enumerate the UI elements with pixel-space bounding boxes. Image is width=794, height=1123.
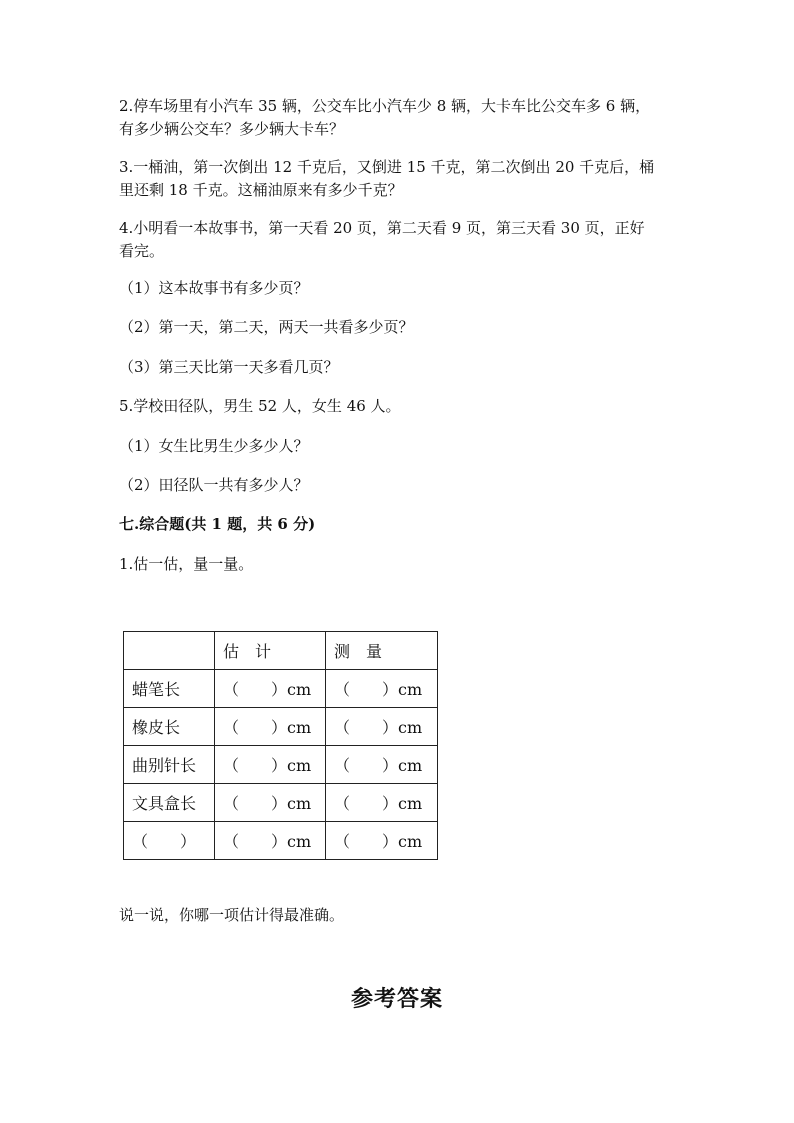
table-cell: （ ）cm: [215, 822, 326, 860]
table-cell: 文具盒长: [124, 784, 215, 822]
problem-3-line-2: 里还剩 18 千克。这桶油原来有多少千克？: [119, 181, 403, 199]
table-cell: 蜡笔长: [124, 670, 215, 708]
problem-4-sub-3: （3）第三天比第一天多看几页？: [119, 358, 339, 376]
table-row: [124, 784, 438, 822]
table-cell: （ ）: [124, 822, 215, 860]
table-cell: （ ）cm: [215, 746, 326, 784]
table-header-row: [124, 632, 438, 670]
table-cell: 曲别针长: [124, 746, 215, 784]
table-row: [124, 670, 438, 708]
problem-4-sub-2: （2）第一天，第二天，两天一共看多少页？: [119, 318, 414, 336]
table-cell: （ ）cm: [326, 822, 438, 860]
table-cell: （ ）cm: [215, 670, 326, 708]
table-row: [124, 822, 438, 860]
problem-5-sub-2: （2）田径队一共有多少人？: [119, 476, 309, 494]
table-cell: （ ）cm: [326, 784, 438, 822]
problem-4-sub-1: （1）这本故事书有多少页？: [119, 279, 309, 297]
table-row: [124, 708, 438, 746]
problem-4-line-1: 4.小明看一本故事书，第一天看 20 页，第二天看 9 页，第三天看 30 页，正好: [119, 219, 645, 237]
table-header-cell: 估 计: [215, 632, 326, 670]
problem-4-line-2: 看完。: [119, 242, 165, 260]
table-cell: （ ）cm: [326, 746, 438, 784]
table-cell: （ ）cm: [326, 708, 438, 746]
table-row: [124, 746, 438, 784]
table-header-cell: [124, 632, 215, 670]
estimate-measure-table: [123, 631, 438, 860]
table-cell: （ ）cm: [326, 670, 438, 708]
problem-5-sub-1: （1）女生比男生少多少人？: [119, 437, 309, 455]
section-7-heading: 七.综合题(共 1 题，共 6 分): [119, 515, 316, 533]
table-cell: （ ）cm: [215, 708, 326, 746]
problem-2-line-1: 2.停车场里有小汽车 35 辆，公交车比小汽车少 8 辆，大卡车比公交车多 6 辆，: [119, 97, 651, 115]
section-7-followup: 说一说，你哪一项估计得最准确。: [119, 906, 345, 924]
problem-2-line-2: 有多少辆公交车？多少辆大卡车？: [119, 120, 345, 138]
table-header-cell: 测 量: [326, 632, 438, 670]
table-cell: （ ）cm: [215, 784, 326, 822]
problem-3-line-1: 3.一桶油，第一次倒出 12 千克后，又倒进 15 千克，第二次倒出 20 千克后，桶: [119, 158, 655, 176]
problem-5: 5.学校田径队，男生 52 人，女生 46 人。: [119, 397, 401, 415]
answers-title: 参考答案: [350, 986, 443, 1012]
section-7-question-1: 1.估一估，量一量。: [119, 555, 254, 573]
table-cell: 橡皮长: [124, 708, 215, 746]
